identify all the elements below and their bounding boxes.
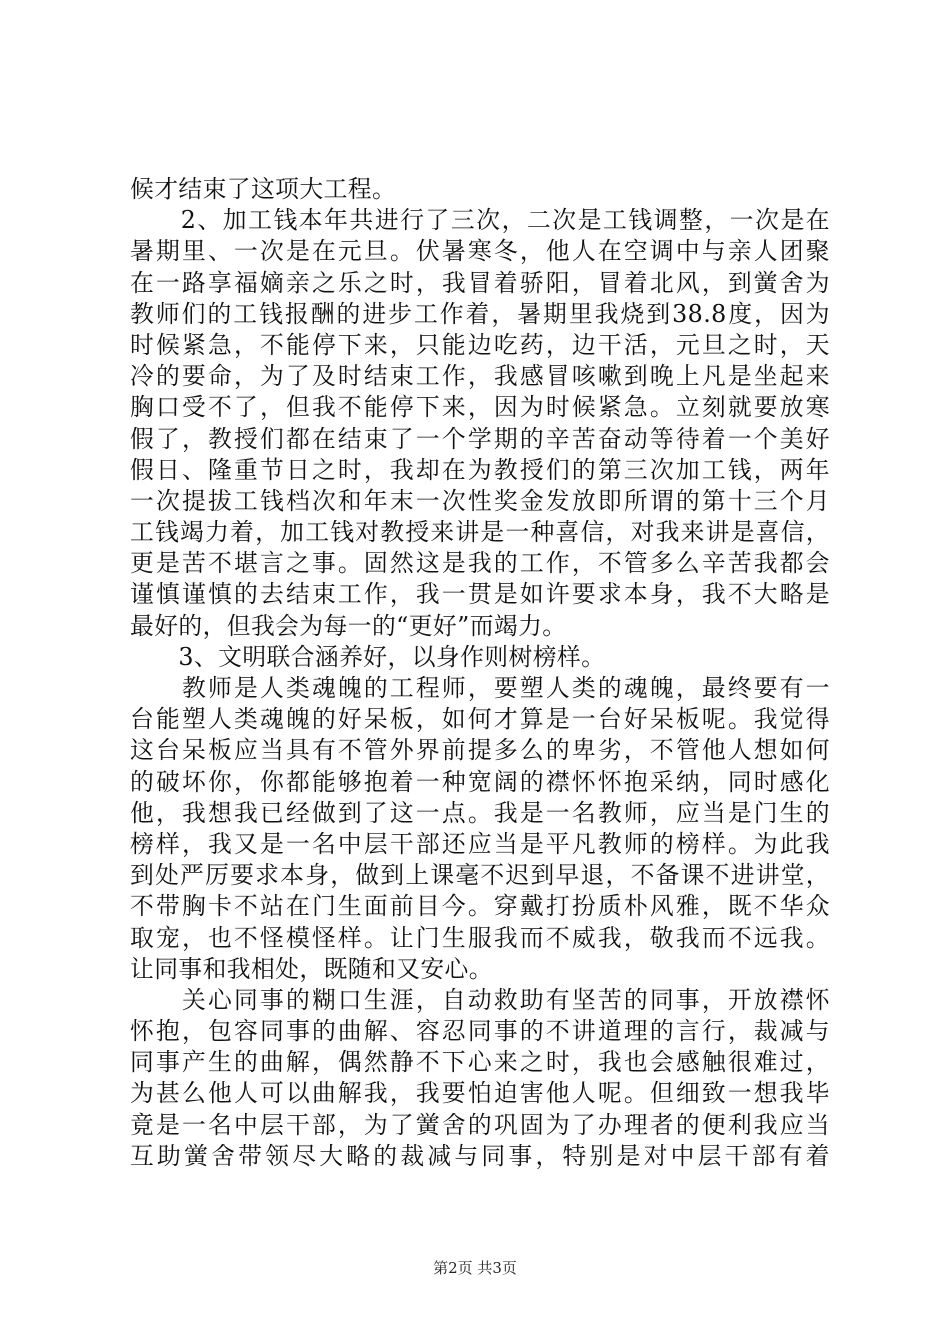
page-footer: 第2页 共3页 [433, 1259, 517, 1277]
text-line: 候才结束了这项大工程。 [130, 175, 397, 203]
text-line: 到处严厉要求本身，做到上课毫不迟到早退，不备课不进讲堂， [130, 861, 830, 890]
text-line: 最好的，但我会为每一的“更好”而竭力。 [130, 611, 567, 640]
text-line: 怀抱，包容同事的曲解、容忍同事的不讲道理的言行，裁减与 [130, 1017, 830, 1046]
text-line: 一次提拔工钱档次和年末一次性奖金发放即所谓的第十三个月 [130, 486, 830, 515]
text-line: 谨慎谨慎的去结束工作，我一贯是如许要求本身，我不大略是 [130, 580, 830, 609]
text-line: 他，我想我已经做到了这一点。我是一名教师，应当是门生的 [130, 798, 830, 827]
text-line: 时候紧急，不能停下来，只能边吃药，边干活，元旦之时，天 [130, 330, 830, 359]
text-line: 暑期里、一次是在元旦。伏暑寒冬，他人在空调中与亲人团聚 [130, 237, 830, 266]
body-text [130, 174, 830, 1172]
text-line: 不带胸卡不站在门生面前目今。穿戴打扮质朴风雅，既不华众 [130, 892, 830, 921]
text-line: 冷的要命，为了及时结束工作，我感冒咳嗽到晚上凡是坐起来 [130, 362, 830, 391]
text-line: 胸口受不了，但我不能停下来，因为时候紧急。立刻就要放寒 [130, 393, 830, 422]
text-line: 假日、隆重节日之时，我却在为教授们的第三次加工钱，两年 [130, 455, 830, 484]
text-line: 台能塑人类魂魄的好呆板，如何才算是一台好呆板呢。我觉得 [130, 705, 830, 734]
text-line: 教师是人类魂魄的工程师，要塑人类的魂魄，最终要有一 [130, 674, 830, 702]
text-line: 为甚么他人可以曲解我，我要怕迫害他人呢。但细致一想我毕 [130, 1079, 830, 1108]
text-line: 在一路享福嫡亲之乐之时，我冒着骄阳，冒着北风，到黉舍为 [130, 268, 830, 297]
text-line: 教师们的工钱报酬的进步工作着，暑期里我烧到38.8度，因为 [130, 299, 830, 328]
text-line: 这台呆板应当具有不管外界前提多么的卑劣，不管他人想如何 [130, 736, 830, 765]
text-line: 互助黉舍带领尽大略的裁减与同事，特别是对中层干部有着 [130, 1141, 830, 1170]
text-line: 更是苦不堪言之事。固然这是我的工作，不管多么辛苦我都会 [130, 549, 830, 578]
text-line: 同事产生的曲解，偶然静不下心来之时，我也会感触很难过， [130, 1048, 830, 1077]
text-line: 取宠，也不怪模怪样。让门生服我而不威我，敬我而不远我。 [130, 923, 830, 952]
text-line: 2、加工钱本年共进行了三次，二次是工钱调整，一次是在 [130, 206, 830, 235]
text-line: 3、文明联合涵养好，以身作则树榜样。 [130, 642, 606, 671]
text-line: 榜样，我又是一名中层干部还应当是平凡教师的榜样。为此我 [130, 829, 830, 858]
text-line: 关心同事的糊口生涯，自动救助有坚苦的同事，开放襟怀 [130, 985, 830, 1014]
text-line: 的破坏你，你都能够抱着一种宽阔的襟怀怀抱采纳，同时感化 [130, 767, 830, 796]
text-line: 让同事和我相处，既随和又安心。 [130, 954, 493, 983]
text-line: 假了，教授们都在结束了一个学期的辛苦奋动等待着一个美好 [130, 424, 830, 453]
text-line: 工钱竭力着，加工钱对教授来讲是一种喜信，对我来讲是喜信， [130, 518, 830, 547]
text-line: 竟是一名中层干部，为了黉舍的巩固为了办理者的便利我应当 [130, 1110, 830, 1139]
